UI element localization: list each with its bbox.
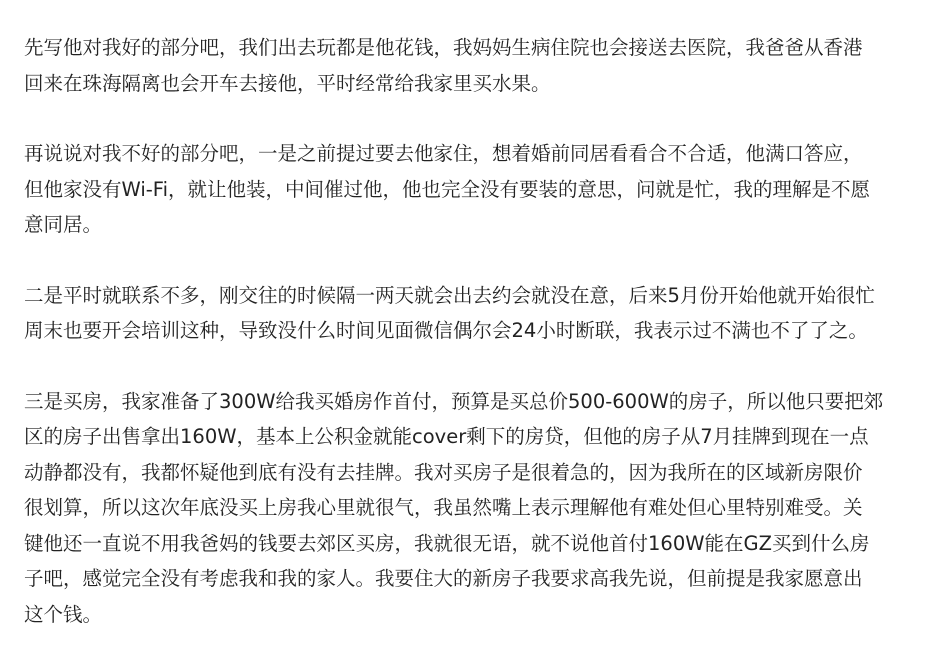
text-line: 键他还一直说不用我爸妈的钱要去郊区买房，我就很无语，就不说他首付160W能在GZ买到什么房: [24, 531, 870, 555]
text-line: 再说说对我不好的部分吧，一是之前提过要去他家住，想着婚前同居看看合不合适，他满口答应，: [24, 142, 863, 165]
paragraph-contact: [24, 278, 948, 349]
text-line: 动静都没有，我都怀疑他到底有没有去挂牌。我对买房子是很着急的，因为我所在的区域新房限价: [24, 460, 863, 484]
text-line: 很划算，所以这次年底没买上房我心里就很气，我虽然嘴上表示理解他有难处但心里特别难受。关: [24, 496, 863, 519]
text-line: 意同居。: [24, 213, 103, 236]
text-line: 二是平时就联系不多，刚交往的时候隔一两天就会出去约会就没在意，后来5月份开始他就开始很忙: [24, 283, 875, 307]
paragraph-bad-parts-cohabitation: [24, 136, 948, 243]
text-line: 子吧，感觉完全没有考虑我和我的家人。我要住大的新房子我要求高我先说，但前提是我家愿意出: [24, 567, 863, 590]
text-line: 先写他对我好的部分吧，我们出去玩都是他花钱，我妈妈生病住院也会接送去医院，我爸爸从香港: [24, 36, 863, 59]
paragraph-good-parts: [24, 30, 948, 101]
text-line: 三是买房，我家准备了300W给我买婚房作首付，预算是买总价500-600W的房子，所以他只要把郊: [24, 389, 884, 413]
text-line: 周末也要开会培训这种，导致没什么时间见面微信偶尔会24小时断联，我表示过不满也不了了之。: [24, 319, 868, 342]
paragraph-house-purchase: [24, 384, 948, 633]
text-line: 但他家没有Wi-Fi，就让他装，中间催过他，他也完全没有要装的意思，问就是忙，我的理解是不愿: [24, 177, 871, 201]
text-line: 区的房子出售拿出160W，基本上公积金就能cover剩下的房贷，但他的房子从7月挂牌到现在一点: [24, 425, 869, 448]
text-line: 回来在珠海隔离也会开车去接他，平时经常给我家里买水果。: [24, 71, 551, 95]
text-line: 这个钱。: [24, 602, 103, 626]
